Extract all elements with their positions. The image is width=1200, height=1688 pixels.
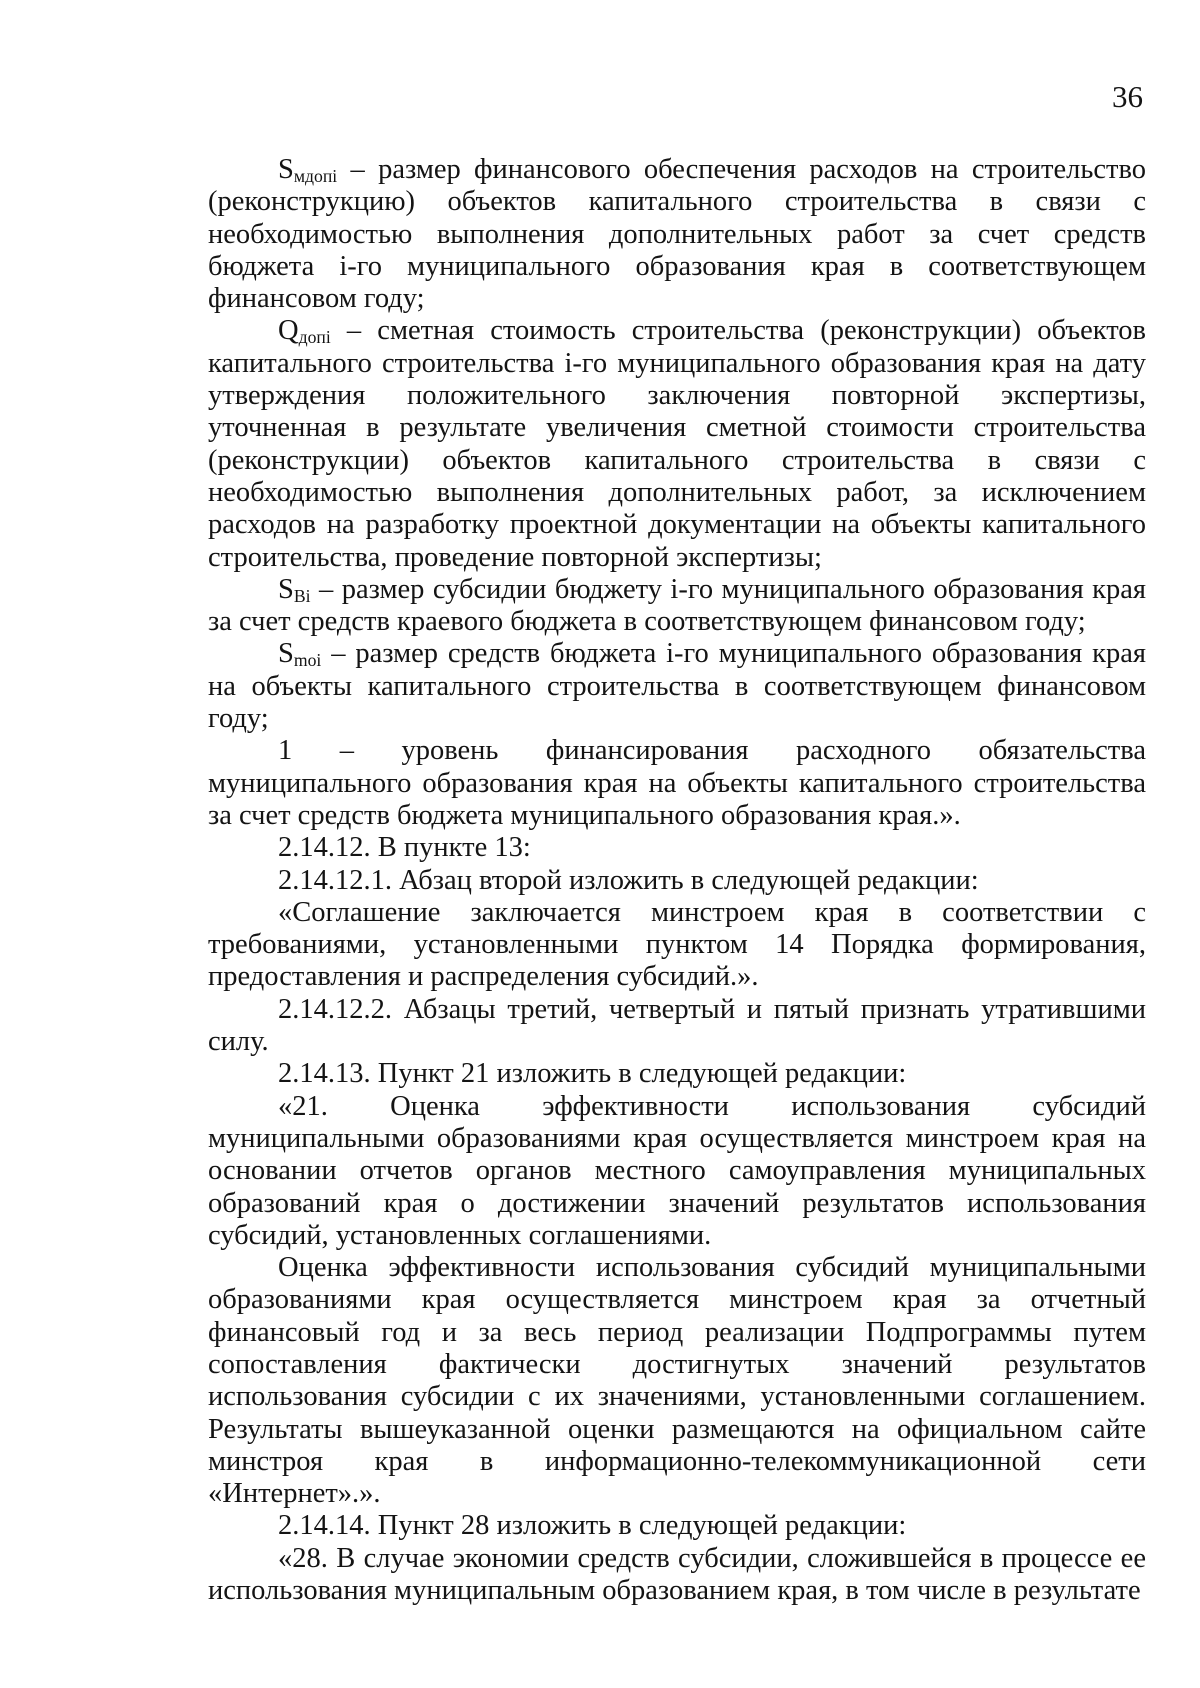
paragraph-agreement: «Соглашение заключается минстроем края в соответствии с требованиями, установленными пунктом 14 Порядка формирования, предоставления и распределения субсидий.». <box>208 896 1146 993</box>
symbol-q: Q <box>278 315 299 347</box>
paragraph-2-14-14: 2.14.14. Пункт 28 изложить в следующей редакции: <box>278 1510 907 1542</box>
definition-text: – размер средств бюджета i-го муниципального образования края на объекты капитального строительства в соответствующем финансовом году; <box>208 638 1146 735</box>
word: 1 <box>278 735 293 767</box>
symbol-s: S <box>278 154 294 185</box>
paragraph-2-14-12: 2.14.12. В пункте 13: <box>278 832 531 864</box>
symbol-subscript: мдопi <box>293 165 338 186</box>
symbol-subscript: допi <box>298 327 331 348</box>
paragraph-assessment: Оценка эффективности использования субсидий муниципальными образованиями края осуществляется минстроем края за отчетный финансовый год и за весь период реализации Подпрограммы путем сопоставления фактически достигнутых значений результатов использования субсидии с их значениями, установленными соглашением. Результаты вышеуказанной оценки размещаются на официальном сайте минстроя края в информационно-телекоммуникационной сети «Интернет».». <box>208 1252 1146 1510</box>
page-number: 36 <box>1112 79 1143 114</box>
definition-level-first-line <box>208 735 1146 767</box>
definition-level <box>208 735 1146 832</box>
document-body <box>208 154 1146 1607</box>
definition-level-rest: муниципального образования края на объекты капитального строительства за счет средств бюджета муниципального образования края.». <box>208 767 1146 831</box>
definition-s-mo <box>208 638 1146 735</box>
paragraph-2-14-13: 2.14.13. Пункт 21 изложить в следующей редакции: <box>278 1058 907 1090</box>
definition-s-b <box>208 574 1146 639</box>
paragraph-28: «28. В случае экономии средств субсидии, сложившейся в процессе ее использования муниципальным образованием края, в том числе в результате <box>208 1542 1146 1607</box>
symbol-s: S <box>278 573 294 605</box>
paragraph-21: «21. Оценка эффективности использования субсидий муниципальными образованиями края осуществляется минстроем края на основании отчетов органов местного самоуправления муниципальных образований края о достижении значений результатов использования субсидий, установленных соглашениями. <box>208 1090 1146 1251</box>
word: – <box>339 735 354 767</box>
word: обязательства <box>978 735 1146 767</box>
definition-q-dop <box>208 315 1146 573</box>
paragraph-2-14-12-1: 2.14.12.1. Абзац второй изложить в следующей редакции: <box>278 864 979 896</box>
word: финансирования <box>545 735 749 767</box>
definition-text: – размер финансового обеспечения расходов на строительство (реконструкцию) объектов капитального строительства в связи с необходимостью выполнения дополнительных работ за счет средств бюджета i-го муниципального образования края в соответствующем финансовом году; <box>208 154 1146 315</box>
symbol-s: S <box>278 638 294 670</box>
word: уровень <box>401 735 499 767</box>
paragraph-2-14-12-2: 2.14.12.2. Абзацы третий, четвертый и пятый признать утратившими силу. <box>208 993 1146 1058</box>
symbol-subscript: moi <box>293 650 322 671</box>
symbol-subscript: Bi <box>293 585 311 606</box>
definition-text: – сметная стоимость строительства (реконструкции) объектов капитального строительства i-го муниципального образования края на дату утверждения положительного заключения повторной экспертизы, уточненная в результате увеличения сметной стоимости строительства (реконструкции) объектов капитального строительства в связи с необходимостью выполнения дополнительных работ, за исключением расходов на разработку проектной документации на объекты капитального строительства, проведение повторной экспертизы; <box>208 315 1146 573</box>
word: расходного <box>796 735 932 767</box>
definition-text: – размер субсидии бюджету i-го муниципального образования края за счет средств краевого бюджета в соответствующем финансовом году; <box>208 573 1146 638</box>
definition-s-mdop <box>208 154 1146 315</box>
